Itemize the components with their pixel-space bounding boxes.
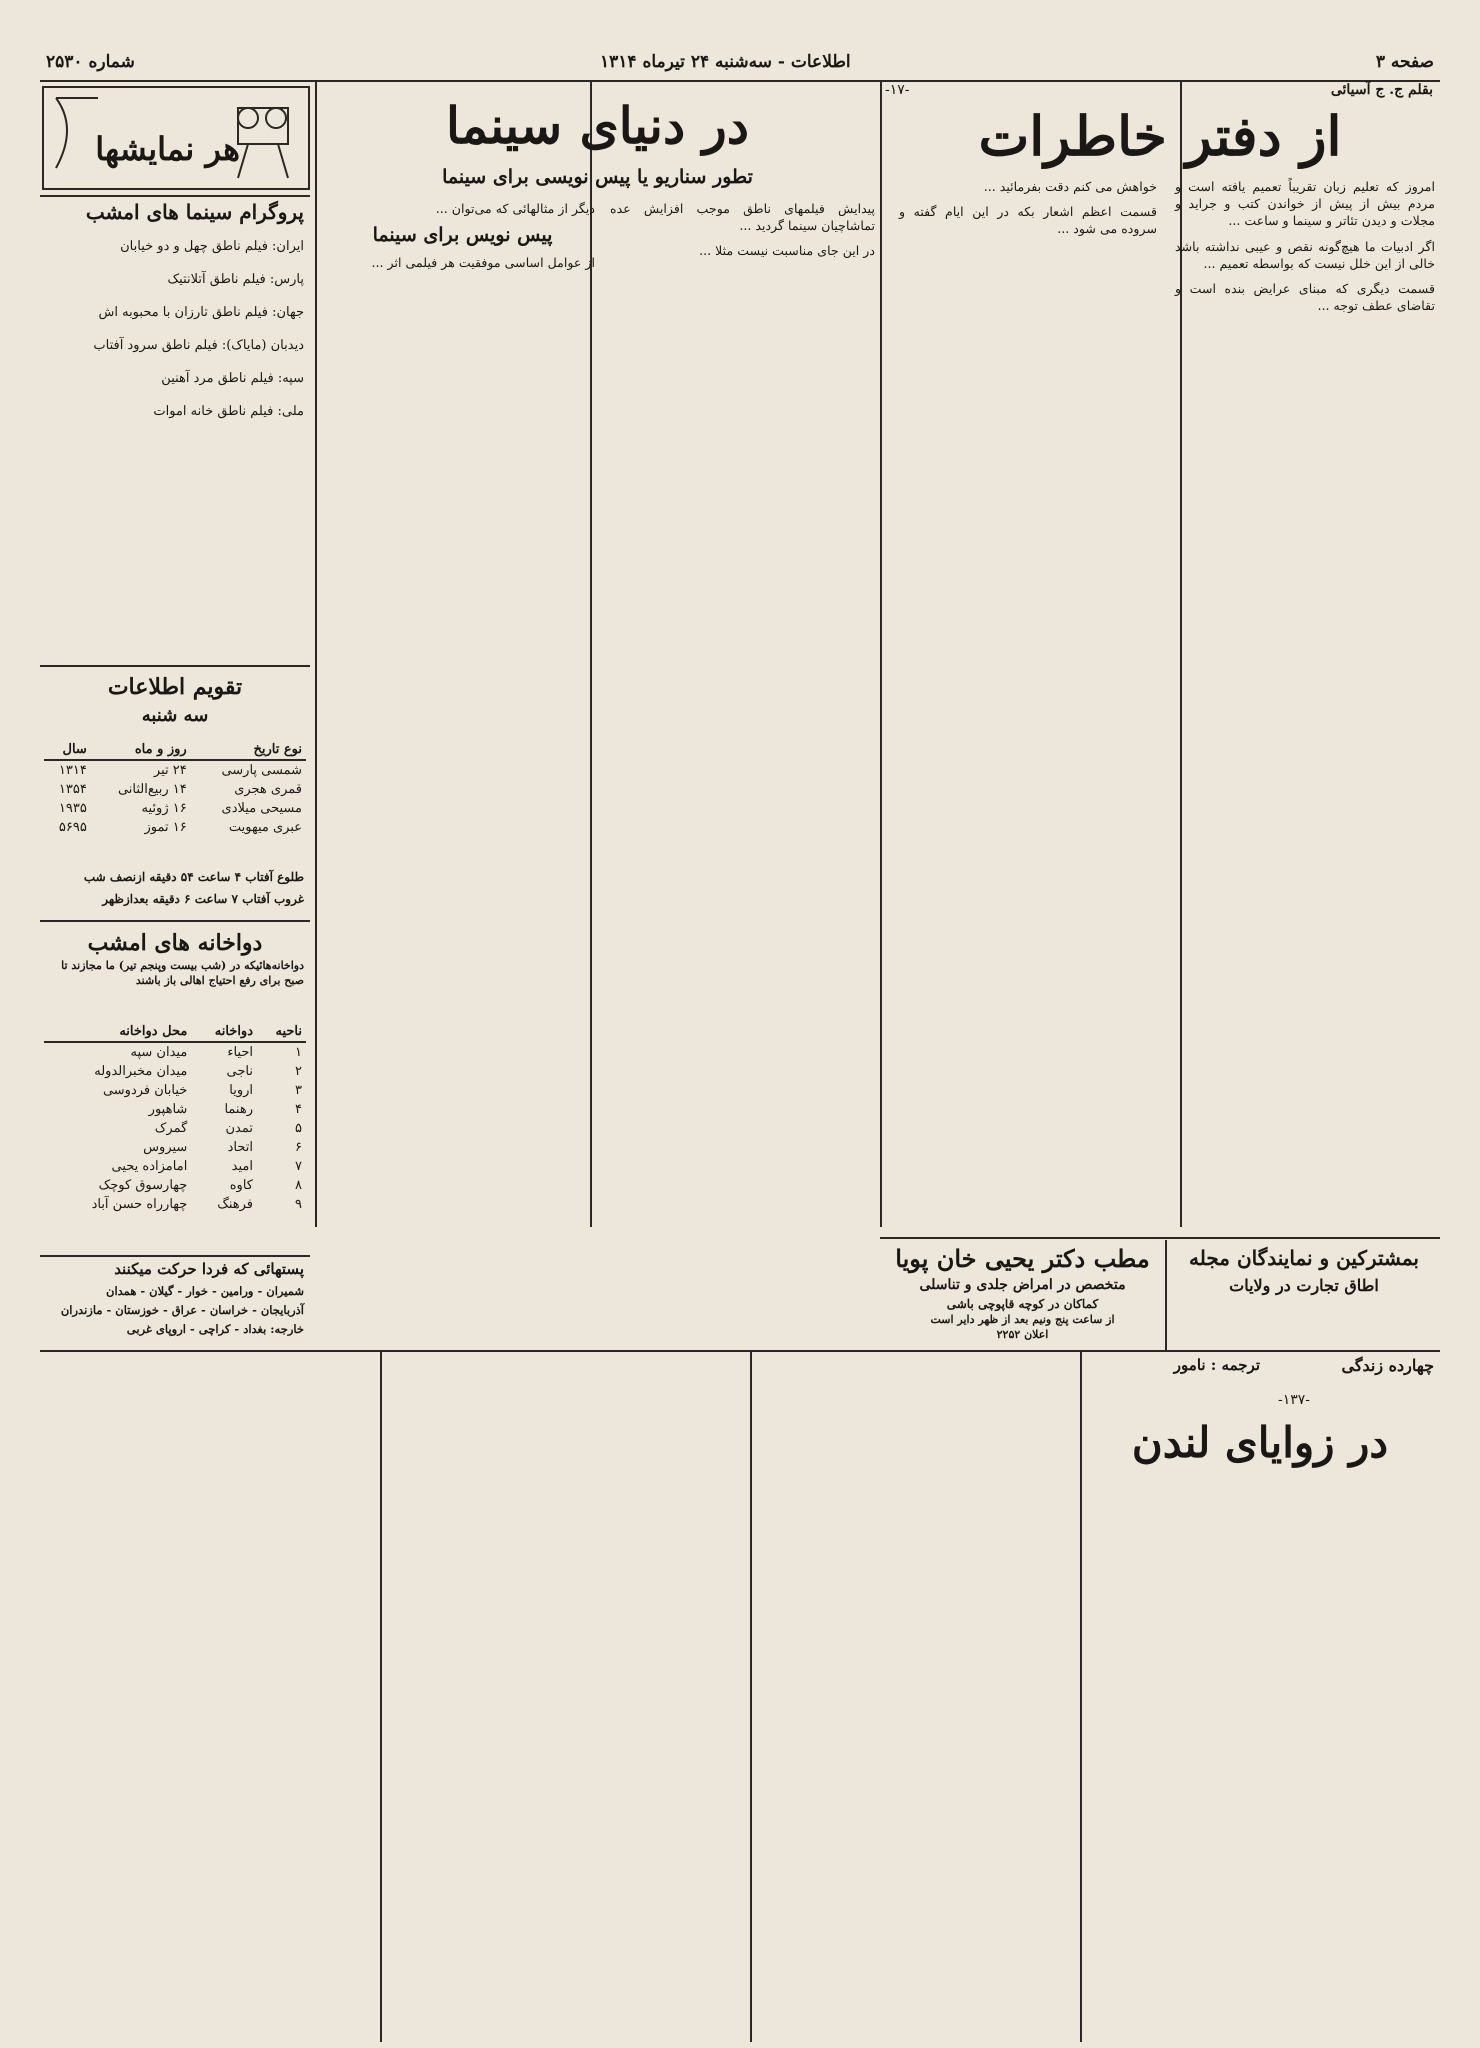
- table-row: [44, 1081, 306, 1100]
- pharmacy-cell: ۴: [295, 1102, 302, 1117]
- table-row: [44, 760, 306, 780]
- memoirs-paragraph: خواهش می کنم دقت بفرمائید ...: [983, 179, 1157, 194]
- pharmacy-cell: میدان سپه: [130, 1045, 188, 1060]
- pharmacy-cell: فرهنگ: [217, 1197, 253, 1212]
- pharmacy-cell: اتحاد: [227, 1140, 253, 1155]
- pharmacy-header: دواخانه: [191, 1022, 257, 1042]
- theater-item: ایران: فیلم ناطق چهل و دو خیابان: [120, 239, 304, 254]
- pharmacy-cell: امید: [231, 1159, 253, 1174]
- memoirs-byline: بقلم ج. ج آسیائی: [1330, 82, 1433, 98]
- calendar-header: روز و ماه: [91, 740, 191, 760]
- date-line: اطلاعات - سه‌شنبه ۲۴ تیرماه ۱۳۱۴: [600, 52, 851, 72]
- pharmacy-cell: کاوه: [229, 1178, 253, 1193]
- calendar-cell: ۵۶۹۵: [58, 820, 87, 835]
- calendar-cell: عبری میهویت: [228, 820, 302, 835]
- theater-item: ملی: فیلم ناطق خانه اموات: [153, 404, 304, 419]
- pharmacy-cell: ارویا: [229, 1083, 253, 1098]
- pharmacy-table: [44, 1022, 306, 1214]
- memoirs-title: از دفتر خاطرات: [978, 104, 1342, 168]
- table-row: [44, 799, 306, 818]
- table-row: [44, 780, 306, 799]
- chamber-ad: [1170, 1240, 1438, 1348]
- cinema-section-heading: پیس نویس برای سینما: [372, 224, 553, 247]
- program-title: پروگرام سینما های امشب: [85, 200, 304, 224]
- pharmacy-header: محل دواخانه: [44, 1022, 191, 1042]
- serial-translator: ترجمه : نامور: [1173, 1356, 1260, 1374]
- memoirs-article: [885, 80, 1435, 1225]
- chamber-title: بمشترکین و نمایندگان مجله: [1189, 1246, 1419, 1270]
- calendar-cell: ۱۹۳۵: [58, 801, 87, 816]
- doctor-hours: از ساعت پنج ونیم بعد از ظهر دایر است: [930, 1313, 1115, 1326]
- table-row: [44, 1119, 306, 1138]
- doctor-ad-number: اعلان ۲۲۵۲: [996, 1328, 1049, 1341]
- theater-header: هر نمایشها: [95, 130, 240, 168]
- pharmacy-header: ناحیه: [257, 1022, 306, 1042]
- issue-number: شماره ۲۵۳۰: [46, 52, 135, 72]
- doctor-ad: [885, 1240, 1160, 1348]
- table-row: [44, 1157, 306, 1176]
- memoirs-number: -۱۷-: [885, 82, 910, 98]
- pharmacy-cell: ۱: [295, 1045, 302, 1060]
- calendar-cell: ۱۳۵۴: [58, 782, 87, 797]
- chamber-subtitle: اطاق تجارت در ولایات: [1229, 1276, 1379, 1295]
- pharmacy-cell: ۲: [295, 1064, 302, 1079]
- pharmacy-cell: خیابان فردوسی: [102, 1083, 188, 1098]
- serial-title: در زوایای لندن: [1131, 1418, 1389, 1467]
- table-row: [44, 1176, 306, 1195]
- post-line: شمیران - ورامین - خوار - گیلان - همدان: [106, 1284, 304, 1298]
- cinema-paragraph: در این جای مناسبت نیست مثلا ...: [699, 243, 875, 259]
- calendar-title: تقویم اطلاعات: [107, 674, 243, 700]
- pharmacy-cell: احیاء: [227, 1045, 253, 1060]
- pharmacy-cell: ناجی: [226, 1064, 253, 1079]
- memoirs-paragraph: امروز که تعلیم زبان تقریباً تعمیم یافته است و مردم بیش از پیش از خواندن کتب و جراید و مجلات و دیدن تئاتر و سینما و ساعت ...: [1175, 179, 1435, 229]
- pharmacy-cell: تمدن: [225, 1121, 253, 1136]
- calendar-header: نوع تاریخ: [191, 740, 306, 760]
- page-number: صفحه ۳: [1375, 52, 1434, 72]
- table-row: [44, 1100, 306, 1119]
- cinema-article: [320, 80, 875, 1225]
- calendar-cell: ۱۶ ژوئیه: [141, 801, 187, 816]
- cinema-paragraph: از عوامل اساسی موفقیت هر فیلمی اثر ...: [371, 255, 595, 271]
- pharmacy-cell: ۳: [295, 1083, 302, 1098]
- cinema-subtitle: تطور سناریو یا پیس نویسی برای سینما: [442, 166, 753, 188]
- memoirs-paragraph: قسمت دیگری که مبنای عرایض بنده است و تقاضای عطف توجه ...: [1175, 281, 1435, 314]
- theater-item: پارس: فیلم ناطق آتلانتیک: [167, 272, 304, 287]
- pharmacy-cell: گمرک: [154, 1121, 188, 1136]
- post-line: خارجه: بغداد - کراچی - اروپای غربی: [126, 1322, 304, 1336]
- cinema-paragraph: پیدایش فیلمهای ناطق موجب افزایش عده تماشاچیان سینما گردید ...: [610, 201, 875, 234]
- calendar-cell: قمری هجری: [234, 782, 302, 797]
- pharmacy-title: دواخانه های امشب: [87, 930, 263, 956]
- calendar-header: سال: [44, 740, 91, 760]
- post-title: پستهائی که فردا حرکت میکنند: [114, 1260, 304, 1278]
- pharmacy-cell: ۹: [295, 1197, 302, 1212]
- calendar-cell: ۱۶ تموز: [144, 820, 187, 835]
- calendar-day: سه شنبه: [141, 705, 209, 726]
- calendar-table: [44, 740, 306, 837]
- theater-item: جهان: فیلم ناطق تارزان با محبوبه اش: [98, 305, 304, 320]
- masthead: [40, 50, 1440, 78]
- table-row: [44, 1138, 306, 1157]
- calendar-cell: شمسی پارسی: [221, 763, 302, 778]
- sunrise: طلوع آفتاب ۴ ساعت ۵۴ دقیقه ازنصف شب: [83, 870, 304, 884]
- pharmacy-cell: ۶: [295, 1140, 302, 1155]
- doctor-address: کماکان در کوچه قاپوچی باشی: [946, 1297, 1099, 1311]
- pharmacy-cell: میدان مخبرالدوله: [94, 1064, 188, 1079]
- pharmacy-intro: دواخانه‌هائیکه در (شب‌ بیست وپنجم تیر) ما مجازند تا صبح برای رفع احتیاج اهالی باز باشند: [61, 959, 304, 987]
- calendar-cell: ۱۴ ربیع‌الثانی: [117, 782, 187, 797]
- pharmacy-cell: ۸: [295, 1178, 302, 1193]
- pharmacy-cell: امامزاده یحیی: [111, 1159, 188, 1174]
- pharmacy-cell: چهارراه حسن آباد: [91, 1197, 188, 1212]
- calendar-cell: مسیحی میلادی: [221, 801, 302, 816]
- pharmacy-cell: رهنما: [224, 1102, 253, 1117]
- table-row: [44, 1062, 306, 1081]
- pharmacy-cell: ۵: [295, 1121, 302, 1136]
- sidebar: [40, 80, 310, 1350]
- table-row: [44, 818, 306, 837]
- doctor-specialty: متخصص در امراض جلدی و تناسلی: [919, 1277, 1126, 1293]
- memoirs-paragraph: اگر ادبیات ما هیچ‌گونه نقص و عیبی نداشته باشد خالی از این خلل نیست که بواسطه تعمیم ...: [1175, 238, 1435, 271]
- pharmacy-cell: سیروس: [143, 1140, 188, 1155]
- table-row: [44, 1195, 306, 1214]
- pharmacy-cell: شاهپور: [148, 1102, 188, 1117]
- theater-item: سپه: فیلم ناطق مرد آهنین: [161, 371, 304, 386]
- pharmacy-cell: ۷: [295, 1159, 302, 1174]
- doctor-name: مطب دکتر یحیی خان پویا: [895, 1244, 1150, 1273]
- sunset: غروب آفتاب ۷ ساعت ۶ دقیقه بعدازظهر: [102, 892, 304, 906]
- theater-item: دیدبان (مایاک): فیلم ناطق سرود آفتاب: [93, 338, 304, 353]
- cinema-title: در دنیای سینما: [445, 96, 750, 155]
- serial-section: [40, 1352, 1440, 2042]
- serial-number: -۱۳۷-: [1277, 1392, 1310, 1408]
- cinema-paragraph: دیگر از مثالهائی که می‌توان ...: [435, 201, 595, 216]
- post-line: آذربایجان - خراسان - عراق - خوزستان - مازندران: [60, 1303, 304, 1317]
- serial-header: چهارده زندگی: [1341, 1356, 1434, 1375]
- calendar-cell: ۱۳۱۴: [58, 763, 87, 778]
- calendar-cell: ۲۴ تیر: [153, 763, 187, 778]
- memoirs-paragraph: قسمت اعظم اشعار بکه در این ایام گفته و سروده می شود ...: [899, 204, 1157, 237]
- pharmacy-cell: چهارسوق کوچک: [98, 1178, 188, 1193]
- table-row: [44, 1042, 306, 1062]
